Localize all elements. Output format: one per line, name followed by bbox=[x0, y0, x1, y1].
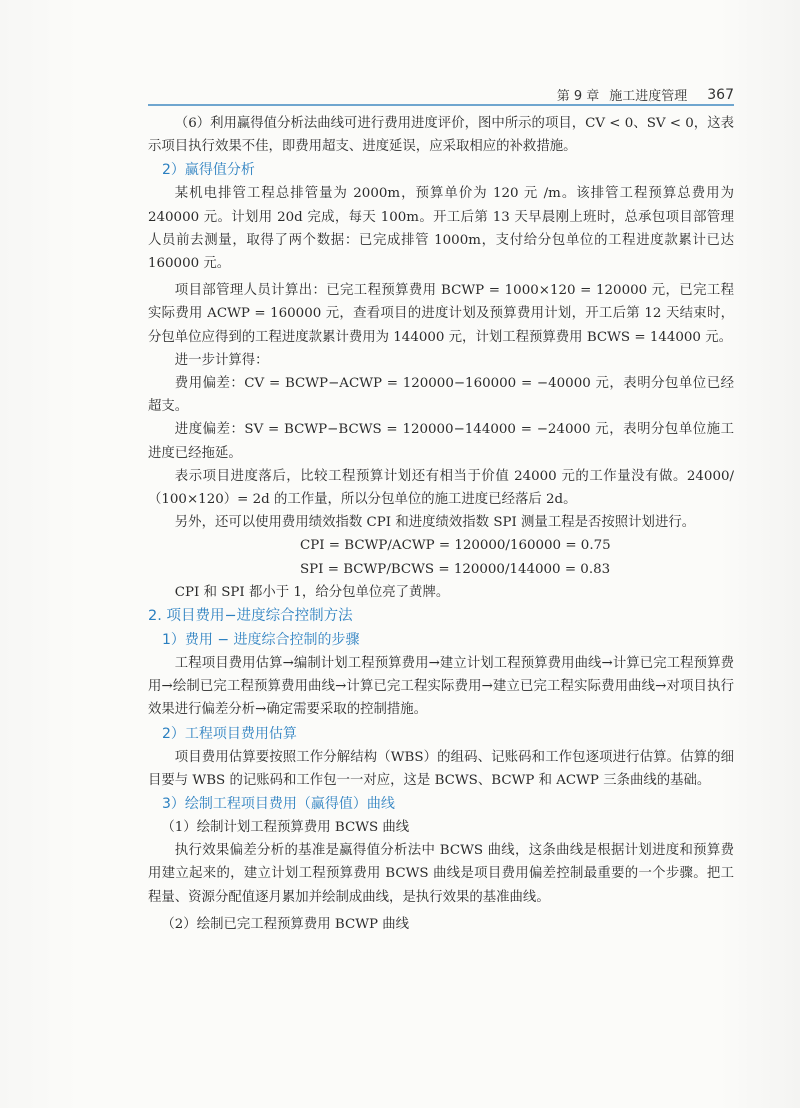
paragraph: 进一步计算得： bbox=[174, 352, 269, 368]
main-heading: 2. 项目费用−进度综合控制方法 bbox=[148, 608, 353, 625]
paragraph: 另外，还可以使用费用绩效指数 CPI 和进度绩效指数 SPI 测量工程是否按照计划进行。 bbox=[174, 515, 696, 531]
paragraph: CPI 和 SPI 都小于 1，给分包单位亮了黄牌。 bbox=[174, 584, 450, 600]
paragraph: 项目费用估算要按照工作分解结构（WBS）的组码、记账码和工作包逐项进行估算。估算的细目要与 WBS 的记账码和工作包一一对应，这是 BCWS、BCWP 和 ACWP 三条曲线的基础。 bbox=[148, 749, 734, 788]
paragraph: 费用偏差：CV = BCWP−ACWP = 120000−160000 = −40000 元，表明分包单位已经超支。 bbox=[148, 376, 734, 415]
section-heading: 3）绘制工程项目费用（赢得值）曲线 bbox=[162, 796, 395, 813]
formula-cpi: CPI = BCWP/ACWP = 120000/160000 = 0.75 bbox=[300, 538, 611, 554]
paragraph: 进度偏差：SV = BCWP−BCWS = 120000−144000 = −24000 元，表明分包单位施工进度已经拖延。 bbox=[148, 422, 734, 461]
section-heading: 2）工程项目费用估算 bbox=[162, 725, 297, 742]
formula-spi: SPI = BCWP/BCWS = 120000/144000 = 0.83 bbox=[300, 561, 611, 577]
step-heading: （2）绘制已完工程预算费用 BCWP 曲线 bbox=[161, 916, 409, 932]
page-body bbox=[148, 112, 734, 936]
page-number: 367 bbox=[707, 86, 734, 103]
paragraph: 项目部管理人员计算出：已完工程预算费用 BCWP = 1000×120 = 120000 元，已完工程实际费用 ACWP = 160000 元，查看项目的进度计划及预算费用计划，开工后第 12 天结束时，分包单位应得到的工程进度款累计费用为 144000 元，计划工程预算费用 BCWS = 144000 元。 bbox=[148, 283, 734, 345]
paragraph: 某机电排管工程总排管量为 2000m，预算单价为 120 元 /m。该排管工程预算总费用为 240000 元。计划用 20d 完成，每天 100m。开工后第 13 天早晨刚上班时，总承包项目部管理人员前去测量，取得了两个数据：已完成排管 1000m，支付给分包单位的工程进度款累计已达 160000 元。 bbox=[148, 186, 734, 272]
section-heading: 2）赢得值分析 bbox=[162, 162, 255, 179]
chapter-label: 第 9 章 bbox=[556, 89, 600, 104]
paragraph: 执行效果偏差分析的基准是赢得值分析法中 BCWS 曲线，这条曲线是根据计划进度和预算费用建立起来的，建立计划工程预算费用 BCWS 曲线是项目费用偏差控制最重要的一个步骤。把工程量、资源分配值逐月累加并绘制成曲线，是执行效果的基准曲线。 bbox=[148, 843, 734, 905]
header-rule bbox=[148, 104, 734, 106]
section-heading: 1）费用 − 进度综合控制的步骤 bbox=[162, 632, 360, 649]
paragraph: （6）利用赢得值分析法曲线可进行费用进度评价，图中所示的项目，CV < 0、SV < 0，这表示项目执行效果不佳，即费用超支、进度延误，应采取相应的补救措施。 bbox=[148, 116, 734, 155]
paragraph: 工程项目费用估算→编制计划工程预算费用→建立计划工程预算费用曲线→计算已完工程预算费用→绘制已完工程预算费用曲线→计算已完工程实际费用→建立已完工程实际费用曲线→对项目执行效果进行偏差分析→确定需要采取的控制措施。 bbox=[148, 656, 734, 718]
step-heading: （1）绘制计划工程预算费用 BCWS 曲线 bbox=[161, 820, 410, 836]
page-header bbox=[148, 82, 734, 104]
chapter-title: 施工进度管理 bbox=[609, 89, 688, 104]
paragraph: 表示项目进度落后，比较工程预算计划还有相当于价值 24000 元的工作量没有做。24000/（100×120）= 2d 的工作量，所以分包单位的施工进度已经落后 2d。 bbox=[148, 468, 734, 508]
